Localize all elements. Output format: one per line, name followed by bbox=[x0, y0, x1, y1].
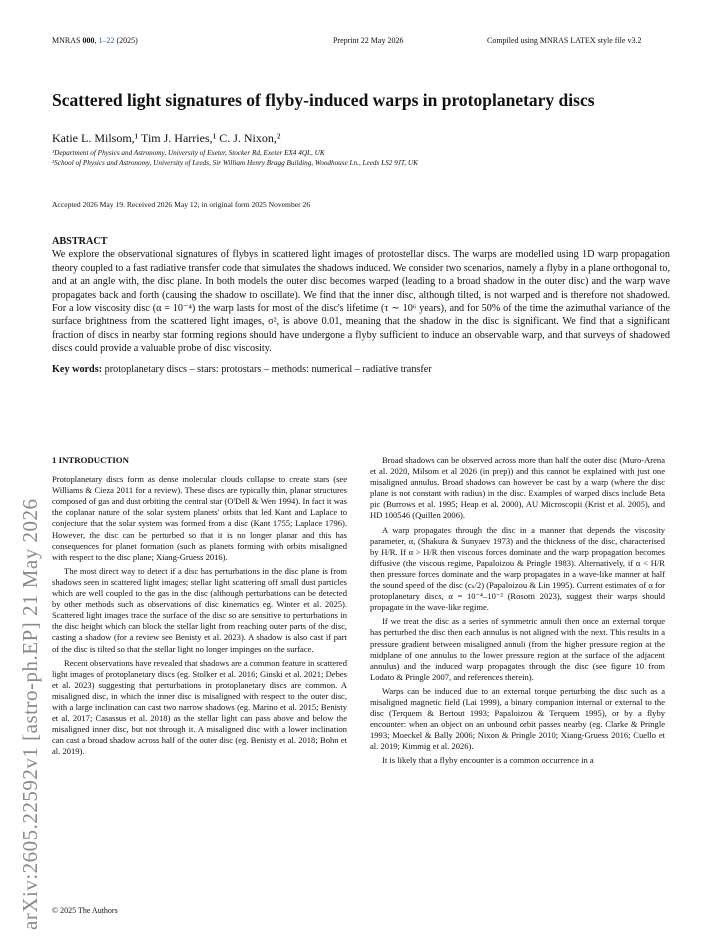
affiliation-2: ²School of Physics and Astronomy, University of Leeds, Sir William Henry Bragg Building, Woodhouse Ln., Leeds LS2 9JT, UK bbox=[52, 159, 418, 167]
pages-link[interactable]: 1–22 bbox=[98, 36, 115, 45]
paragraph: Recent observations have revealed that shadows are a common feature in scattered light images of protoplanetary discs (eg. Stolker et al. 2016; Ginski et al. 2021; Debes et al. 2023) suggesting that perturbations in protoplanetary discs are common. A misaligned disc, in which the inner disc is misaligned with respect to the outer disc, with a large inclination can cast two narrow shadows (eg. Marino et al. 2015; Benisty et al. 2017; Casassus et al. 2018) as the stellar light can pass above and below the misaligned inner disc, but not through it. A misaligned disc with a lower inclination can cast a broad shadow across half of the outer disc (eg. Benisty et al. 2018; Bohn et al. 2019). bbox=[52, 657, 347, 757]
paragraph: Broad shadows can be observed across more than half the outer disc (Muro-Arena et al. 2020, Milsom et al 2026 (in prep)) and this cannot be explained with just one misaligned annulus. Broad shadows can however be cast by a warp (where the disc plane is not constant with radius) in the disc. Examples of warped discs include Beta pic (Burrows et al. 1995; Heap et al. 2000), AU Microscopii (Krist et al. 2005), and HD 100546 (Quillen 2006). bbox=[370, 455, 665, 521]
received-accepted-dates: Accepted 2026 May 19. Received 2026 May 12; in original form 2025 November 26 bbox=[52, 200, 311, 209]
paragraph: If we treat the disc as a series of symmetric annuli then once an external torque has perturbed the disc then each annulus is not aligned with the next. This results in a pressure gradient between misaligned annuli (from the higher pressure region at the midplane of one annulus to the lower pressure region at the surface of the adjacent annulus) and the induced warp propagates through the disc (see figure 10 from Lodato & Pringle 2007, and references therein). bbox=[370, 616, 665, 682]
paper-title: Scattered light signatures of flyby-induced warps in protoplanetary discs bbox=[52, 90, 595, 110]
running-header-journal: MNRAS 000, 1–22 (2025) bbox=[52, 36, 138, 45]
author-list: Katie L. Milsom,¹ Tim J. Harries,¹ C. J. Nixon,² bbox=[52, 131, 281, 145]
right-column bbox=[370, 455, 665, 770]
paragraph: Warps can be induced due to an external torque perturbing the disc such as a misaligned magnetic field (Lai 1999), a binary companion internal or external to the disc (Terquem & Bertout 1993; Papaloizou & Terquem 1995), or by a flyby encounter: when an object on an unbound orbit passes nearby (eg. Clarke & Pringle 1993; Moeckel & Bally 2006; Nixon & Pringle 2010; Xiang-Gruess 2016; Cuello et al. 2019; Kimmig et al. 2026). bbox=[370, 685, 665, 752]
abstract bbox=[52, 235, 670, 356]
affiliation-1: ¹Department of Physics and Astronomy, University of Exeter, Stocker Rd, Exeter EX4 4QL, UK bbox=[52, 149, 325, 157]
preprint-date: Preprint 22 May 2026 bbox=[333, 36, 404, 45]
paragraph: A warp propagates through the disc in a manner that depends the viscosity parameter, α, (Shakura & Sunyaev 1973) and the thickness of the disc, characterised by H/R. If α > H/R then viscous forces dominate and the warp propagation becomes diffusive (the viscous regime, Papaloizou & Pringle 1983). Alternatively, if α < H/R then pressure forces dominate and the warp propagates in a wave-like manner at half the sound speed of the disc (cₛ/2) (Papaloizou & Lin 1995). Current estimates of α for protoplanetary discs, α = 10⁻⁴–10⁻² (Rosotti 2023), suggest their warps should propagate in the wave-like regime. bbox=[370, 524, 665, 613]
abstract-text: We explore the observational signatures of flybys in scattered light images of protostellar discs. The warps are modelled using 1D warp propagation theory coupled to a fast radiative transfer code that simulates the shadows induced. We consider two scenarios, namely a flyby in a plane orthogonal to, and at an angle with, the disc plane. In both models the outer disc becomes warped (leading to a broad shadow in the outer disc) and the warp wave propagates back and forth (causing the shadow to oscillate). We find that the inner disc, although tilted, is not warped and is therefore not shadowed. For a low viscosity disc (α = 10⁻⁴) the warp lasts for most of the disc's lifetime (τ ∼ 10⁶ years), and for 50% of the time the azimuthal variance of the surface brightness from the scattered light images, σ², is above 0.01, meaning that the shadow in the disc is significant. We find that a significant fraction of discs in nearby star forming regions should have undergone a flyby sufficient to induce an observable warp, and that surveys of shadowed discs could provide a valuable probe of disc viscosity. bbox=[52, 249, 670, 355]
keywords bbox=[52, 364, 670, 375]
paragraph: It is likely that a flyby encounter is a common occurrence in a bbox=[382, 755, 594, 766]
keywords-text: protoplanetary discs – stars: protostars – methods: numerical – radiative transfer bbox=[104, 364, 432, 375]
paragraph: The most direct way to detect if a disc has perturbations in the disc plane is from shadows seen in scattered light images; stellar light scattering off small dust particles which are well coupled to the gas in the disc (although perturbations can be detected by other methods such as observations of disc kinematics eg. Winter et al. 2025). Scattered light images trace the surface of the disc so are sensitive to perturbations in the disc height which can block the stellar light from reaching outer parts of the disc, casting a shadow (for a review see Benisty et al. 2023). A shadow is also cast if part of the disc is tilted so that the stellar light no longer impinges on the surface. bbox=[52, 565, 347, 654]
compiled-note: Compiled using MNRAS LATEX style file v3.2 bbox=[487, 36, 642, 45]
paragraph: Protoplanetary discs form as dense molecular clouds collapse to create stars (see Williams & Cieza 2011 for a review). These discs are typically thin, planar structures composed of gas and dust orbiting the central star (O'Dell & Wen 1994). In fact it was the coplanar nature of the solar system planets' orbits that led Kant and Laplace to conjecture that the solar system was formed from a disc (Kant 1755; Laplace 1796). However, the disc can be perturbed so that it is no longer planar and this has consequences for planet formation (such as planets forming with orbits misaligned with respect to the disc plane; Xiang-Gruess 2016). bbox=[52, 474, 347, 562]
arxiv-stamp: arXiv:2605.22592v1 [astro-ph.EP] 21 May 2026 bbox=[18, 498, 42, 930]
left-column bbox=[52, 455, 347, 760]
copyright-footer: © 2025 The Authors bbox=[52, 906, 118, 915]
section-heading-introduction: 1 INTRODUCTION bbox=[52, 455, 129, 465]
abstract-heading: ABSTRACT bbox=[52, 236, 108, 247]
keywords-label: Key words: bbox=[52, 364, 103, 375]
